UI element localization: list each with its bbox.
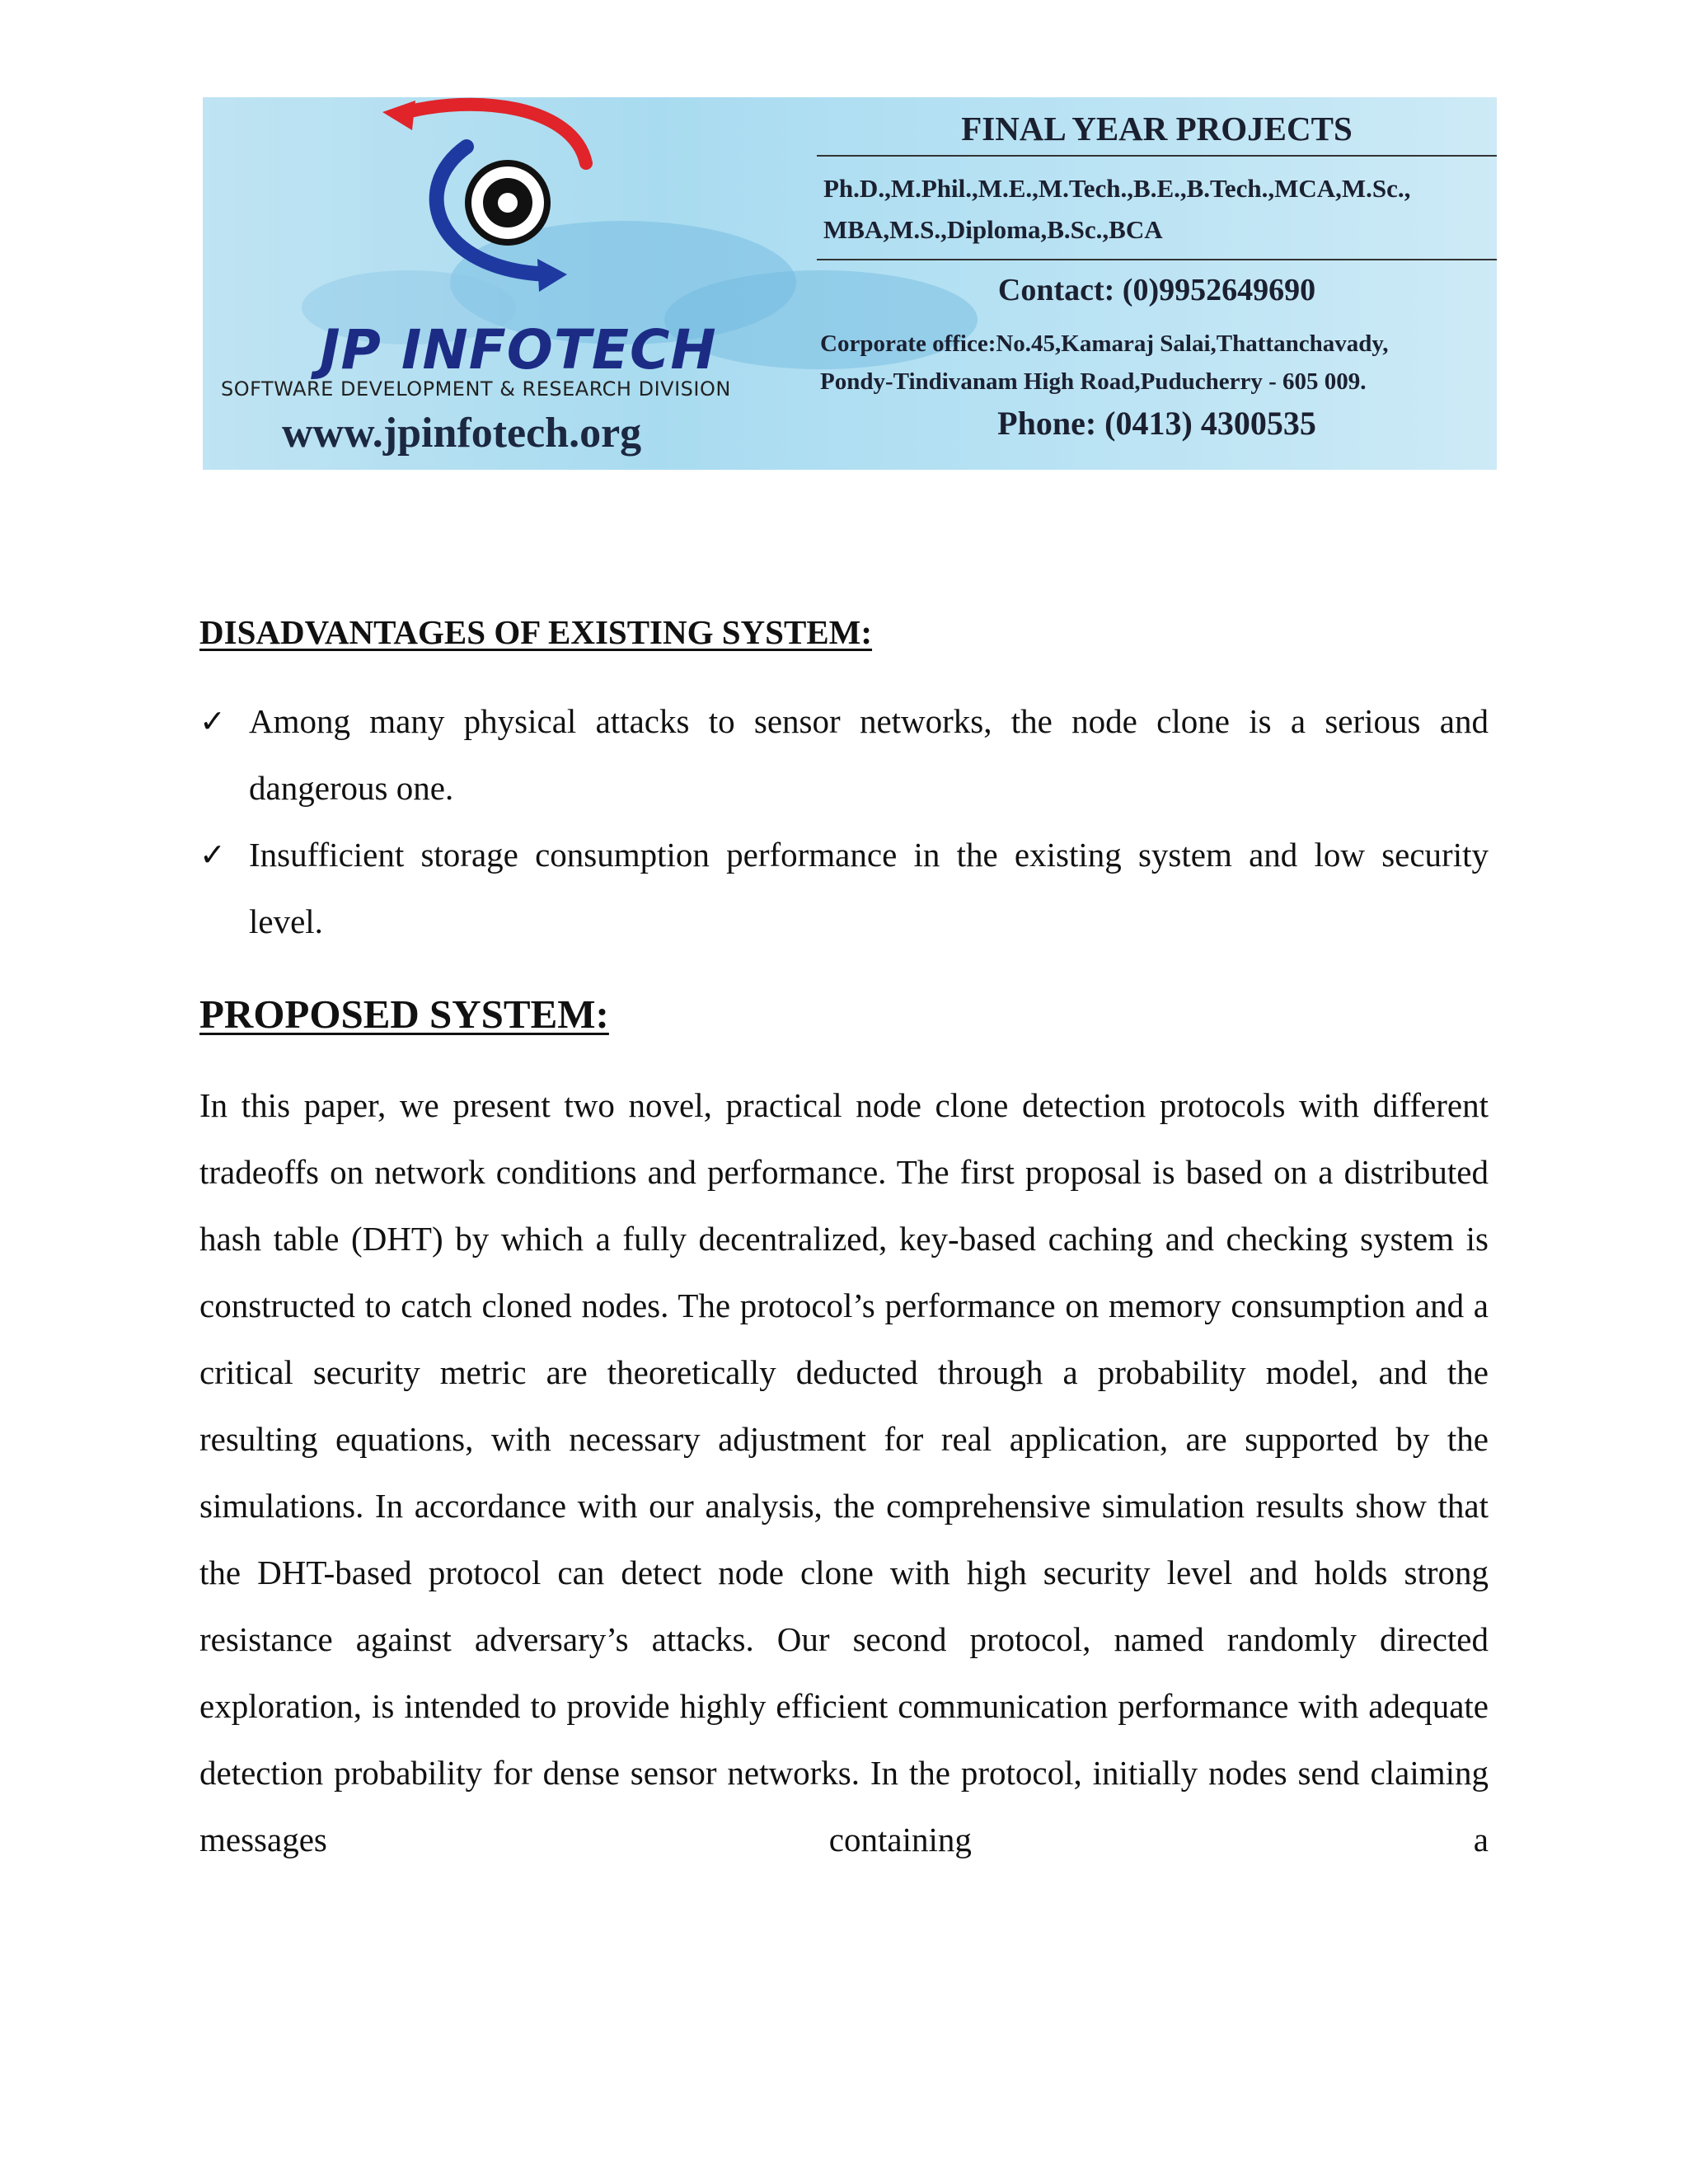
brand-tagline: SOFTWARE DEVELOPMENT & RESEARCH DIVISION — [221, 377, 731, 401]
qualifications-line-2: MBA,M.S.,Diploma,B.Sc.,BCA — [823, 215, 1163, 244]
contact-number: Contact: (0)9952649690 — [997, 273, 1316, 307]
banner-title: FINAL YEAR PROJECTS — [961, 110, 1353, 148]
qualifications-line-1: Ph.D.,M.Phil.,M.E.,M.Tech.,B.E.,B.Tech.,MCA,M.Sc., — [823, 174, 1411, 203]
check-mark-icon: ✓ — [199, 703, 226, 740]
company-logo — [203, 97, 829, 470]
target-arrow-logo-icon — [376, 97, 673, 312]
divider — [817, 259, 1497, 260]
disadvantages-list — [199, 688, 1489, 955]
contact-info-panel — [817, 97, 1497, 470]
check-mark-icon: ✓ — [199, 837, 226, 874]
document-body — [199, 610, 1489, 1873]
proposed-system-paragraph: In this paper, we present two novel, practical node clone detection protocols with different tradeoffs on network conditions and performance. The first proposal is based on a distributed hash table (DHT) by which a fully decentralized, key-based caching and checking system is constructed to catch cloned nodes. The protocol’s performance on memory consumption and a critical security metric are theoretically deducted through a probability model, and the resulting equations, with necessary adjustment for real application, are supported by the simulations. In accordance with our analysis, the comprehensive simulation results show that the DHT-based protocol can detect node clone with high security level and holds strong resistance against adversary’s attacks. Our second protocol, named randomly directed exploration, is intended to provide highly efficient communication performance with adequate detection probability for dense sensor networks. In the protocol, initially nodes send claiming messages containing a — [199, 1086, 1489, 1859]
brand-url: www.jpinfotech.org — [282, 410, 642, 457]
divider — [817, 155, 1497, 157]
header-banner — [203, 97, 1497, 470]
list-item — [199, 822, 1489, 955]
phone-number: Phone: (0413) 4300535 — [997, 405, 1316, 442]
list-item-text: Among many physical attacks to sensor networks, the node clone is a serious and dangerous one. — [249, 702, 1489, 808]
address-line-1: Corporate office:No.45,Kamaraj Salai,Thattanchavady, — [820, 330, 1389, 357]
corporate-address — [820, 325, 1389, 401]
list-item-text: Insufficient storage consumption performance in the existing system and low security level. — [249, 836, 1489, 941]
disadvantages-heading: DISADVANTAGES OF EXISTING SYSTEM: — [199, 613, 873, 651]
list-item — [199, 688, 1489, 822]
qualifications — [823, 168, 1410, 251]
address-line-2: Pondy-Tindivanam High Road,Puducherry - 605 009. — [820, 368, 1367, 395]
proposed-system-heading: PROPOSED SYSTEM: — [199, 991, 609, 1038]
brand-name: JP INFOTECH — [320, 318, 717, 382]
